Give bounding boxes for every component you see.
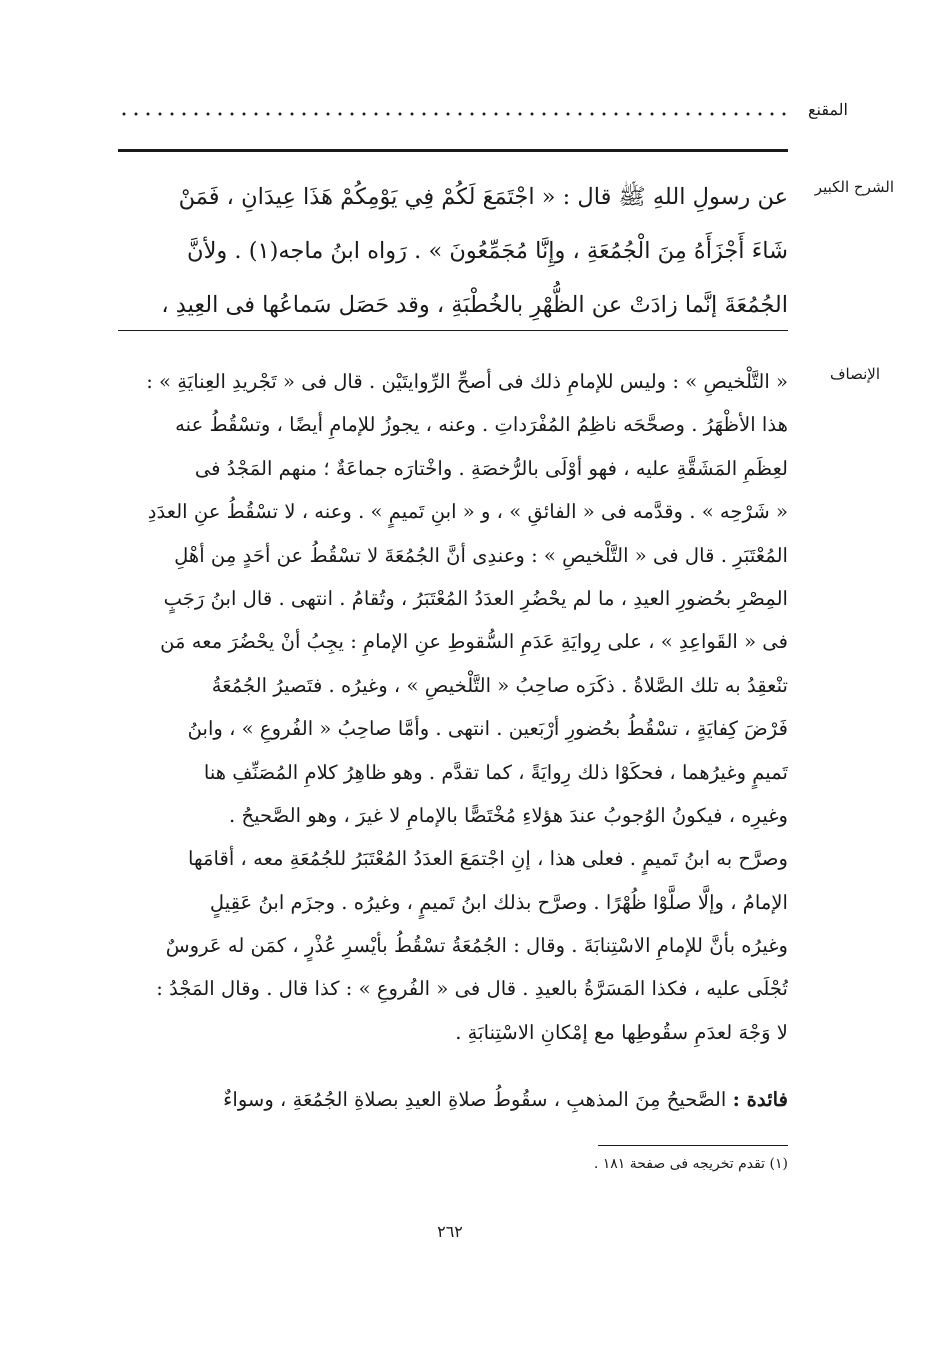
insaf-line: تَميمٍ وغيرُهما ، فحكَوْا ذلك رِوايَةً ، كما تقدَّم . وهو ظاهِرُ كلامِ المُصَنِّفِ هنا	[203, 760, 788, 784]
insaf-line: المِصْرِ بحُضورِ العيدِ ، ما لم يحْضُرِ العدَدُ المُعْتَبَرُ ، وتُقامُ . انتهى . قال ابنُ رَجَبٍ	[163, 586, 788, 610]
insaf-line: تُجْلَى عليه ، فكذا المَسَرَّةُ بالعيدِ . قال فى « الفُروعِ » : كذا قال . وقال المَجْدُ :	[156, 977, 788, 1001]
footnote-rule	[598, 1145, 788, 1146]
insaf-line: فى « القَواعِدِ » ، على رِوايَةِ عَدَمِ السُّقوطِ عنِ الإمامِ : يجِبُ أنْ يحْضُرَ معه مَن	[160, 630, 788, 654]
sharh-side-label: الشرح الكبير	[814, 178, 894, 196]
fawaid-paragraph	[112, 1080, 788, 1120]
insaf-side-label: الإنصاف	[829, 365, 880, 383]
header-rule	[118, 149, 788, 152]
sharh-line: الجُمُعَةَ إنَّما زادَتْ عن الظُّهْرِ بالخُطْبَةِ ، وقد حَصَل سَماعُها فى العِيدِ ،	[161, 292, 788, 318]
sharh-text-block	[112, 170, 788, 332]
page-number: ٢٦٢	[437, 1222, 463, 1241]
insaf-line: « التَّلْخيصِ » : وليس للإمامِ ذلك فى أصحِّ الرِّوايتَيْن . قال فى « تَجْريدِ العِنايَةِ » :	[146, 370, 788, 393]
insaf-line: « شَرْحِه » . وقدَّمه فى « الفائقِ » ، و « ابنِ تَميمٍ » . وعنه ، لا تسْقُطُ عنِ العدَدِ	[147, 500, 788, 524]
sharh-line: عن رسولِ اللهِ ﷺ قال : « اجْتَمَعَ لَكُمْ فِي يَوْمِكُمْ هَذَا عِيدَانِ ، فَمَنْ	[178, 184, 788, 210]
insaf-line: وغيرِه ، فيكونُ الوُجوبُ عندَ هؤلاءِ مُخْتَصًّا بالإمامِ لا غيرَ ، وهو الصَّحيحُ .	[229, 803, 788, 827]
footnote: (١) تقدم تخريجه فى صفحة ١٨١ .	[593, 1156, 788, 1172]
sharh-line: شَاءَ أَجْزَأَهُ مِنَ الْجُمُعَةِ ، وإِنَّا مُجَمِّعُونَ » . رَواه ابنُ ماجه(١) . ولأنَّ	[187, 238, 788, 264]
insaf-line: المُعْتَبَرِ . قال فى « التَّلْخيصِ » : وعندِى أنَّ الجُمُعَةَ لا تسْقُطُ عن أحَدٍ مِن أهْلِ	[174, 543, 788, 567]
header-dot-leader	[118, 112, 788, 116]
insaf-line: فَرْضَ كِفايَةٍ ، تسْقُطُ بحُضورِ أرْبَعين . انتهى . وأمَّا صاحِبُ « الفُروعِ » ، وابنُ	[187, 717, 788, 741]
running-header-title: المقنع	[807, 100, 848, 119]
insaf-line: هذا الأظْهَرُ . وصحَّحَه ناظِمُ المُفْرَداتِ . وعنه ، يجوزُ للإمامِ أيضًا ، وتسْقُطُ عنه	[175, 413, 788, 437]
insaf-text-block	[112, 360, 788, 1054]
insaf-line: وغيرُه بأنَّ للإمامِ الاسْتِنابَةَ . وقال : الجُمُعَةُ تسْقُطُ بأيْسرِ عُذْرٍ ، كمَن له عَروسٌ	[165, 934, 788, 958]
insaf-line: الإمامُ ، وإلَّا صلَّوْا ظُهْرًا . وصرَّح بذلك ابنُ تَميمٍ ، وغيرُه . وجزَم ابنُ عَقِيلٍ	[209, 890, 788, 914]
insaf-line: لعِظَمِ المَشَقَّةِ عليه ، فهو أوْلَى بالرُّخصَةِ . واخْتارَه جماعَةٌ ؛ منهم المَجْدُ فى	[194, 456, 788, 480]
insaf-line: لا وَجْهَ لعدَمِ سقُوطِها مع إمْكانِ الاسْتِنابَةِ .	[455, 1020, 788, 1044]
insaf-line: وصرَّح به ابنُ تَميمٍ . فعلى هذا ، إنِ اجْتمَعَ العدَدُ المُعْتَبَرُ للجُمُعَةِ معه ، أقامَها	[188, 847, 788, 871]
fawaid-text: الصَّحيحُ مِنَ المذهبِ ، سقُوطُ صلاةِ العيدِ بصلاةِ الجُمُعَةِ ، وسواءٌ	[223, 1088, 727, 1111]
section-divider	[118, 330, 788, 331]
fawaid-label: فائدة :	[732, 1088, 788, 1111]
insaf-line: تنْعقِدُ به تلك الصَّلاةُ . ذكَرَه صاحِبُ « التَّلْخيصِ » ، وغيرُه . فتَصيرُ الجُمُعَةُ	[211, 673, 788, 697]
